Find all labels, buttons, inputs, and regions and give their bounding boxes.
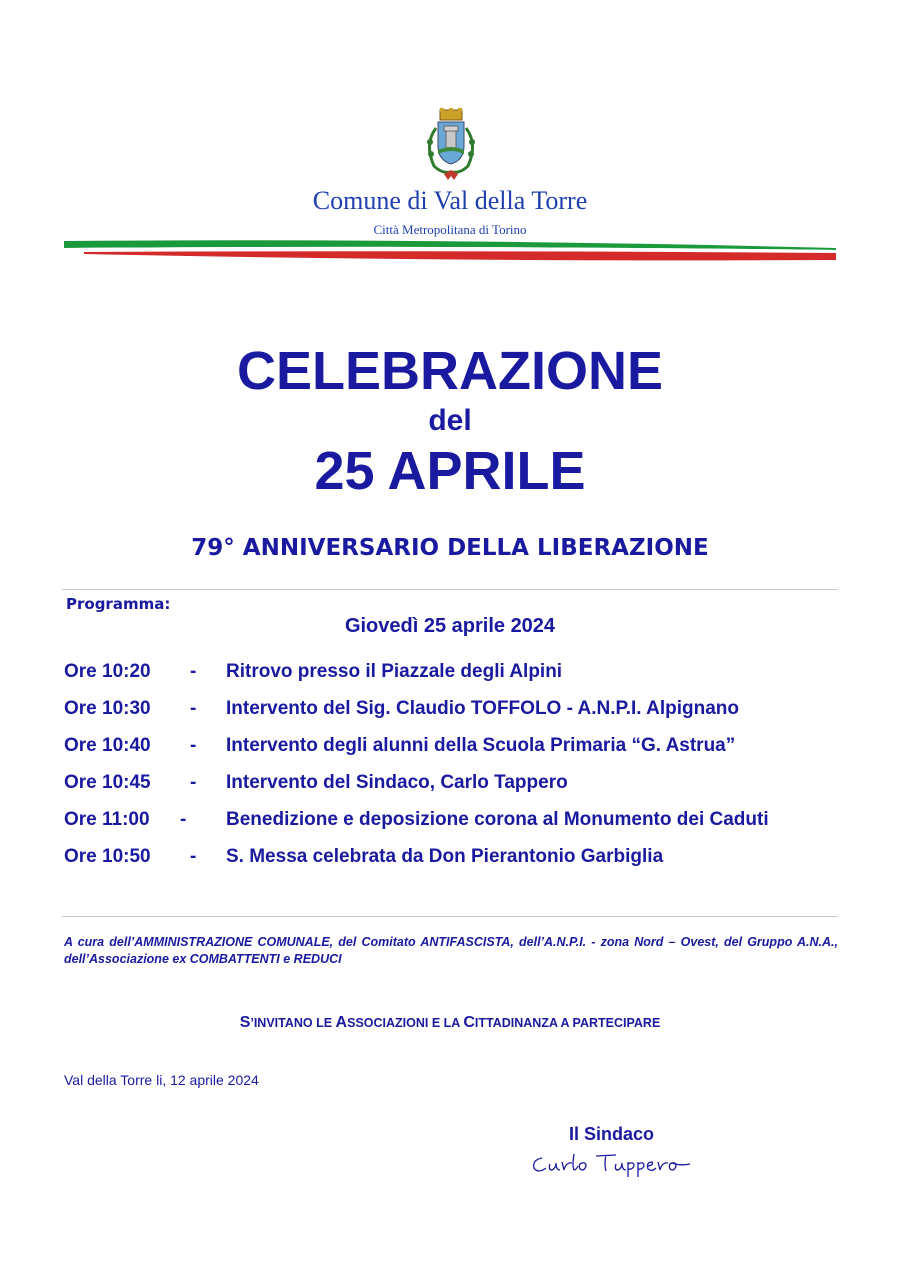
schedule-dash: - (190, 772, 197, 793)
schedule-time: Ore 10:20 (64, 661, 151, 682)
organizers-credit: A cura dell’AMMINISTRAZIONE COMUNALE, del Comitato ANTIFASCISTA, dell’A.N.P.I. - zona Nord – Ovest, del Gruppo A.N.A., dell’Associazione ex COMBATTENTI e REDUCI (64, 935, 838, 966)
anniversary-heading: 79° ANNIVERSARIO DELLA LIBERAZIONE (191, 535, 709, 561)
schedule-dash: - (190, 698, 197, 719)
schedule-row (64, 661, 864, 698)
schedule-time: Ore 11:00 (64, 809, 150, 830)
schedule-row (64, 698, 864, 735)
handwritten-signature (530, 1150, 710, 1178)
schedule-dash: - (180, 809, 187, 830)
schedule-time: Ore 10:50 (64, 846, 151, 867)
invite-part: SSOCIAZIONI E LA (347, 1016, 464, 1030)
schedule-dash: - (190, 735, 197, 756)
schedule-description: Intervento del Sig. Claudio TOFFOLO - A.N.P.I. Alpignano (226, 698, 740, 719)
invite-part: S (239, 1014, 251, 1031)
schedule-description: Benedizione e deposizione corona al Monumento dei Caduti (226, 809, 769, 830)
signatory-role: Il Sindaco (569, 1124, 655, 1144)
coat-of-arms-icon (418, 108, 484, 182)
invitation-line (0, 1014, 900, 1032)
schedule-description: Intervento del Sindaco, Carlo Tappero (226, 772, 568, 793)
divider-bottom (62, 916, 838, 917)
invite-part: ’INVITANO LE (250, 1016, 336, 1030)
title-del: del (428, 404, 472, 437)
invite-part: C (463, 1014, 475, 1031)
program-label: Programma: (66, 595, 171, 613)
schedule-description: Ritrovo presso il Piazzale degli Alpini (226, 661, 563, 682)
title-celebrazione: CELEBRAZIONE (236, 341, 663, 401)
schedule-row (64, 735, 864, 772)
schedule-description: Intervento degli alunni della Scuola Primaria “G. Astrua” (226, 735, 736, 756)
tricolor-divider (64, 238, 836, 264)
schedule-dash: - (190, 846, 197, 867)
citta-metropolitana: Città Metropolitana di Torino (373, 222, 527, 237)
invite-part: A (335, 1014, 348, 1031)
schedule-time: Ore 10:30 (64, 698, 151, 719)
schedule-time: Ore 10:45 (64, 772, 151, 793)
schedule-description: S. Messa celebrata da Don Pierantonio Garbiglia (226, 846, 664, 867)
place-and-date: Val della Torre li, 12 aprile 2024 (64, 1072, 259, 1088)
schedule-row (64, 809, 864, 846)
schedule-row (64, 772, 864, 809)
schedule-row (64, 846, 864, 883)
schedule-dash: - (190, 661, 197, 682)
divider-top (62, 589, 838, 590)
title-date: 25 APRILE (314, 441, 586, 501)
schedule-list (64, 661, 864, 883)
comune-name: Comune di Val della Torre (312, 186, 588, 215)
program-date: Giovedì 25 aprile 2024 (344, 615, 556, 637)
invite-part: ITTADINANZA A PARTECIPARE (474, 1016, 661, 1030)
schedule-time: Ore 10:40 (64, 735, 151, 756)
